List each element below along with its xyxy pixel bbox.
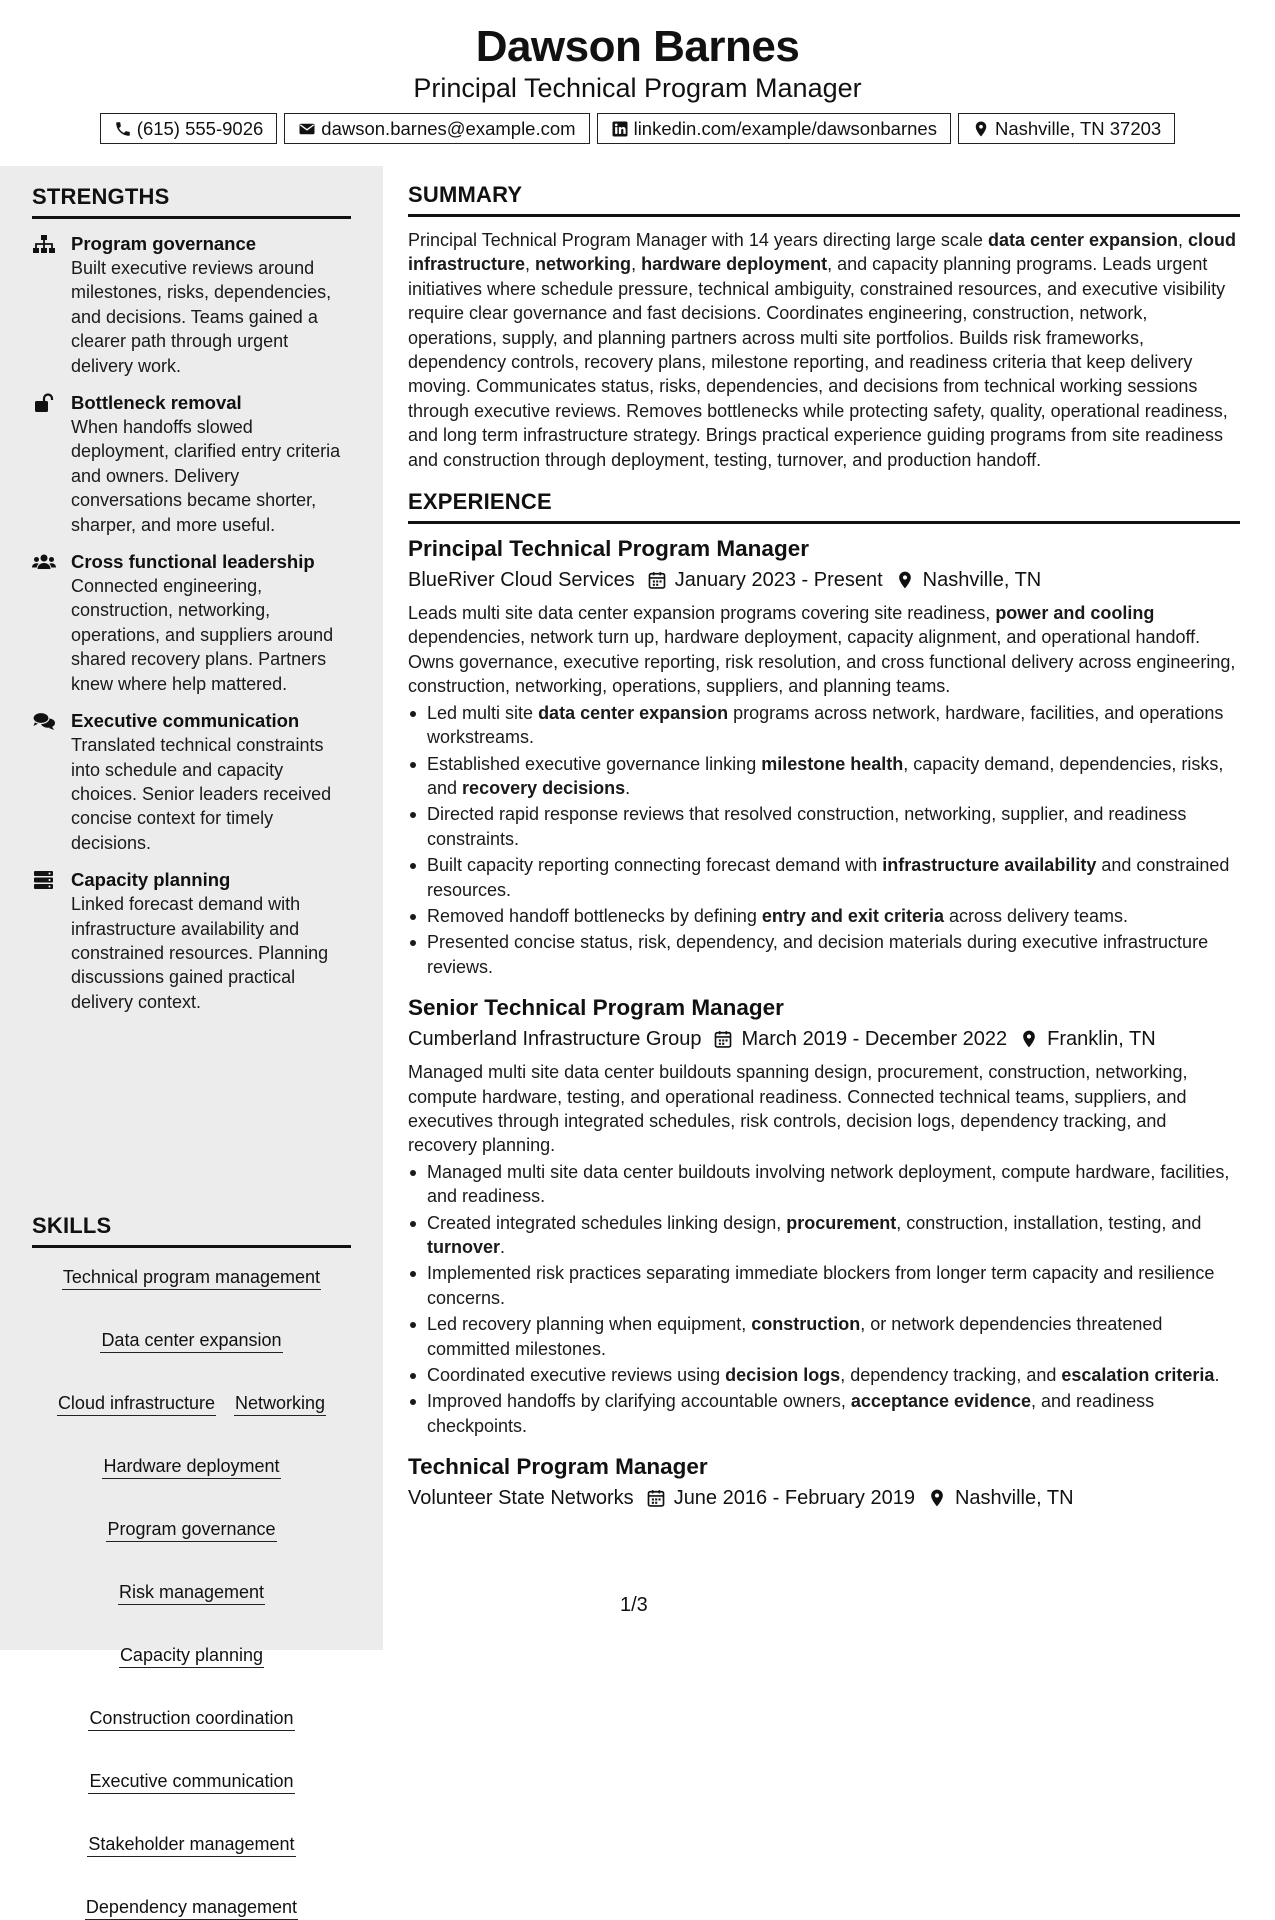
envelope-icon [298,120,316,138]
server-icon [32,870,56,890]
job-bullet: Coordinated executive reviews using decision logs, dependency tracking, and escalation criteria. [408,1363,1240,1387]
calendar-icon [646,1488,666,1508]
strengths-heading: STRENGTHS [32,184,351,219]
job-company: Volunteer State Networks [408,1487,634,1510]
map-pin-icon [895,570,915,590]
linkedin-icon [611,120,629,138]
strength-title: Executive communication [71,710,300,732]
skill-tag: Stakeholder management [87,1832,295,1857]
job-entry [408,993,1240,1438]
job-meta [408,1025,1240,1053]
job-role: Technical Program Manager [408,1454,708,1480]
job-dates: June 2016 - February 2019 [673,1487,915,1510]
job-dates: March 2019 - December 2022 [741,1028,1008,1051]
skill-tag: Hardware deployment [102,1454,280,1479]
job-bullet: Led multi site data center expansion programs across network, hardware, facilities, and operations workstreams. [408,701,1240,750]
calendar-icon [647,570,667,590]
summary-text: Principal Technical Program Manager with 14 years directing large scale data center expansion, cloud infrastructure, networking, hardware deployment, and capacity planning programs. Leads urgent initiatives where schedule pressure, technical ambiguity, constrained resources, and executive visibility require clear governance and fast decisions. Coordinates engineering, construction, network, operations, supply, and planning partners across multi site portfolios. Builds risk frameworks, dependency controls, recovery plans, milestone reporting, and readiness criteria that keep delivery moving. Communicates status, risks, dependencies, and decisions from technical working sessions through executive reviews. Removes bottlenecks while protecting safety, quality, operational readiness, and long term infrastructure strategy. Brings practical experience guiding programs from site readiness and construction through deployment, testing, turnover, and production handoff. [408,230,1237,470]
strength-text: Connected engineering, construction, networking, operations, and suppliers around shared recovery plans. Partners knew where help mattered. [71,576,334,694]
strength-text: Built executive reviews around milestones, risks, dependencies, and decisions. Teams gained a clearer path through urgent delivery work. [71,258,332,376]
strength-title: Bottleneck removal [71,392,242,414]
job-entry [408,534,1240,979]
skill-tag: Networking [234,1391,326,1416]
candidate-name: Dawson Barnes [475,22,800,71]
job-dates: January 2023 - Present [674,569,883,592]
skill-tag: Capacity planning [119,1643,264,1668]
skill-tag: Executive communication [88,1769,294,1794]
contact-linkedin[interactable] [597,113,951,144]
skill-tag: Cloud infrastructure [57,1391,216,1416]
job-bullet: Presented concise status, risk, dependency, and decision materials during executive infrastructure reviews. [408,930,1240,979]
strength-item [32,550,351,696]
job-bullets [408,1160,1240,1438]
linkedin-text: linkedin.com/example/dawsonbarnes [633,117,937,139]
job-bullet: Implemented risk practices separating immediate blockers from longer term capacity and resilience concerns. [408,1261,1240,1310]
job-bullet: Built capacity reporting connecting forecast demand with infrastructure availability and constrained resources. [408,853,1240,902]
job-role: Principal Technical Program Manager [408,536,809,562]
job-role: Senior Technical Program Manager [408,995,784,1021]
strength-text: Linked forecast demand with infrastructure availability and constrained resources. Planning discussions gained practical delivery context. [71,894,329,1012]
job-bullet: Managed multi site data center buildouts involving network deployment, compute hardware, facilities, and readiness. [408,1160,1240,1209]
job-description: Leads multi site data center expansion programs covering site readiness, power and cooling dependencies, network turn up, hardware deployment, capacity alignment, and operational handoff. Owns governance, executive reporting, risk resolution, and cross functional delivery across engineering, construction, networking, operations, suppliers, and planning teams. [408,603,1236,697]
phone-icon [114,120,132,138]
job-meta [408,566,1240,594]
job-entry [408,1452,1240,1512]
skill-tag: Program governance [106,1517,276,1542]
job-description: Managed multi site data center buildouts spanning design, procurement, construction, networking, compute hardware, testing, and operational readiness. Connected technical teams, suppliers, and executives through integrated schedules, risk controls, decision logs, dependency tracking, and recovery planning. [408,1062,1188,1156]
skill-tag: Construction coordination [88,1706,294,1731]
job-bullets [408,701,1240,979]
comments-icon [32,711,56,731]
strength-text: Translated technical constraints into schedule and capacity choices. Senior leaders received concise context for timely decisions. [71,735,332,853]
location-text: Nashville, TN 37203 [994,117,1162,139]
strength-item [32,709,351,855]
email-text: dawson.barnes@example.com [321,117,576,139]
strength-title: Program governance [71,233,257,254]
calendar-icon [713,1029,733,1049]
contact-phone[interactable] [100,113,278,144]
skills-section [32,1213,351,1920]
page-number: 1/3 [620,1594,648,1616]
strength-item [32,232,351,378]
job-bullet: Directed rapid response reviews that resolved construction, networking, supplier, and readiness constraints. [408,802,1240,851]
strength-item [32,868,351,1014]
phone-text: (615) 555-9026 [136,117,264,139]
skill-list [32,1265,351,1920]
job-bullet: Established executive governance linking milestone health, capacity demand, dependencies, risks, and recovery decisions. [408,752,1240,801]
sitemap-icon [32,234,56,254]
job-bullet: Led recovery planning when equipment, construction, or network dependencies threatened committed milestones. [408,1312,1240,1361]
job-company: BlueRiver Cloud Services [408,569,635,592]
summary-heading: SUMMARY [408,182,1240,217]
skill-tag: Risk management [118,1580,265,1605]
users-icon [32,552,56,572]
candidate-title: Principal Technical Program Manager [413,73,862,103]
job-location: Nashville, TN [954,1487,1074,1510]
map-pin-icon [1019,1029,1039,1049]
job-bullet: Removed handoff bottlenecks by defining entry and exit criteria across delivery teams. [408,904,1240,928]
job-location: Franklin, TN [1047,1028,1156,1051]
job-company: Cumberland Infrastructure Group [408,1028,702,1051]
strength-title: Cross functional leadership [71,551,315,573]
contact-bar [0,113,1275,144]
main-column [408,166,1240,1512]
contact-email[interactable] [284,113,589,144]
skill-tag: Technical program management [62,1265,321,1290]
job-bullet: Created integrated schedules linking design, procurement, construction, installation, testing, and turnover. [408,1211,1240,1260]
strengths-section [32,184,351,1014]
sidebar [0,166,383,1917]
job-meta [408,1484,1240,1512]
job-bullet: Improved handoffs by clarifying accountable owners, acceptance evidence, and readiness checkpoints. [408,1389,1240,1438]
map-pin-icon [972,120,990,138]
map-pin-icon [927,1488,947,1508]
skill-tag: Dependency management [85,1895,298,1920]
skills-heading: SKILLS [32,1213,351,1248]
strength-item [32,391,351,537]
experience-heading: EXPERIENCE [408,489,1240,524]
unlock-icon [32,393,56,413]
strength-title: Capacity planning [71,869,231,891]
skill-tag: Data center expansion [100,1328,282,1353]
job-location: Nashville, TN [922,569,1042,592]
strength-text: When handoffs slowed deployment, clarified entry criteria and owners. Delivery conversations became shorter, sharper, and more useful. [71,417,341,535]
contact-location[interactable] [958,113,1175,144]
